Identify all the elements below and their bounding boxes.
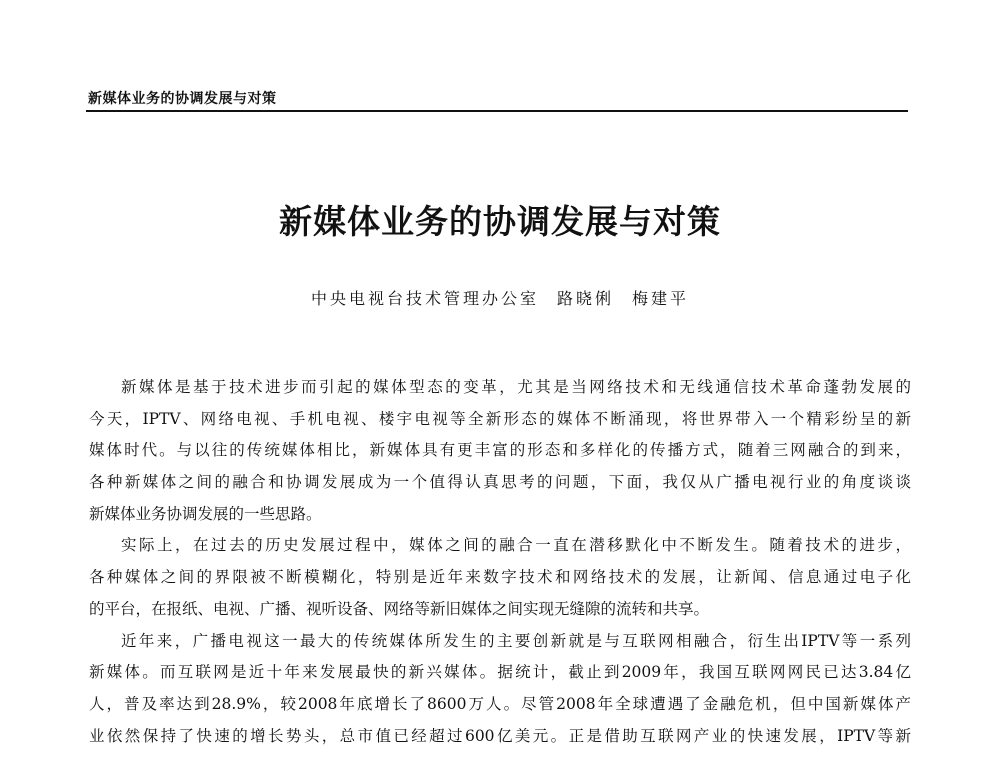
text-line: 各种媒体之间的界限被不断模糊化，特别是近年来数字技术和网络技术的发展，让新闻、信息通过电子化 (89, 568, 911, 587)
text-line: 新媒体是基于技术进步而引起的媒体型态的变革，尤其是当网络技术和无线通信技术革命蓬勃发展的 (121, 378, 911, 396)
text-line: 媒体时代。与以往的传统媒体相比，新媒体具有更丰富的形态和多样化的传播方式，随着三网融合的到来， (89, 441, 911, 460)
author-organization: 中央电视台技术管理办公室 (310, 289, 539, 308)
article-title: 新媒体业务的协调发展与对策 (279, 202, 721, 241)
text-line: 实际上，在过去的历史发展过程中，媒体之间的融合一直在潜移默化中不断发生。随着技术的进步， (121, 536, 911, 555)
text-line: 近年来，广播电视这一最大的传统媒体所发生的主要创新就是与互联网相融合，衍生出IPTV等一系列 (121, 631, 911, 650)
text-line: 的平台，在报纸、电视、广播、视听设备、网络等新旧媒体之间实现无缝隙的流转和共享。 (89, 599, 710, 618)
paragraph (89, 626, 911, 753)
author-name: 路晓俐 (556, 289, 614, 308)
author-name: 梅建平 (632, 289, 690, 308)
paragraph (89, 530, 911, 625)
header-rule (86, 110, 908, 112)
text-line: 人，普及率达到28.9%，较2008年底增长了8600万人。尽管2008年全球遭遇了金融危机，但中国新媒体产 (89, 694, 911, 713)
article-body (89, 372, 911, 752)
text-line: 业依然保持了快速的增长势头，总市值已经超过600亿美元。正是借助互联网产业的快速发展，IPTV等新 (89, 726, 911, 745)
text-line: 新媒体。而互联网是近十年来发展最快的新兴媒体。据统计，截止到2009年，我国互联网网民已达3.84亿 (89, 663, 911, 682)
paragraph (89, 372, 911, 530)
text-line: 新媒体业务协调发展的一些思路。 (89, 504, 322, 523)
text-line: 各种新媒体之间的融合和协调发展成为一个值得认真思考的问题，下面，我仅从广播电视行业的角度谈谈 (89, 473, 911, 492)
running-header: 新媒体业务的协调发展与对策 (88, 91, 277, 107)
text-line: 今天，IPTV、网络电视、手机电视、楼宇电视等全新形态的媒体不断涌现，将世界带入一个精彩纷呈的新 (89, 409, 911, 428)
byline (0, 286, 1000, 309)
